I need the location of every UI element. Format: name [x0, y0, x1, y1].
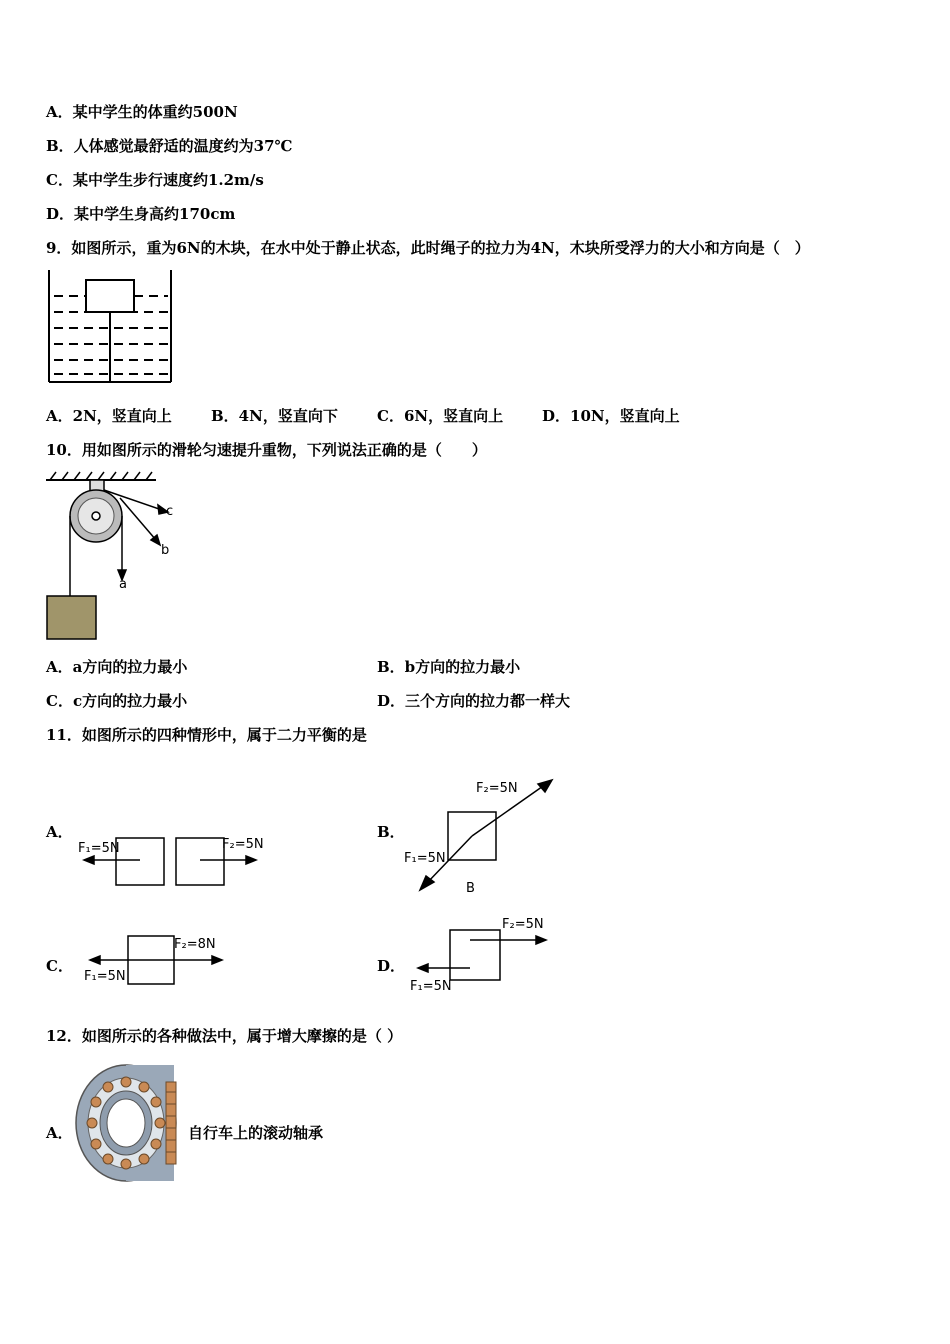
q8-option-c: C．某中学生步行速度约1.2m/s [46, 171, 264, 189]
q10-option-b: B．b方向的拉力最小 [377, 658, 521, 676]
q10-option-a: A．a方向的拉力最小 [46, 658, 188, 676]
q11-b-f1: F₁=5N [404, 851, 446, 866]
q12-stem: 12．如图所示的各种做法中，属于增大摩擦的是（ ） [46, 1027, 403, 1045]
q10-stem: 10．用如图所示的滑轮匀速提升重物，下列说法正确的是（ ） [46, 441, 487, 459]
q10-weight-block [47, 596, 96, 639]
q11-stem: 11．如图所示的四种情形中，属于二力平衡的是 [46, 726, 367, 744]
q11-d-f1: F₁=5N [410, 979, 452, 994]
q8-option-d: D．某中学生身高约170cm [46, 205, 236, 223]
q11-figure-b [398, 772, 558, 900]
q11-b-caption: B [466, 881, 475, 896]
q9-option-a: A．2N，竖直向上 [46, 407, 172, 425]
q9-option-b: B．4N，竖直向下 [211, 407, 338, 425]
q12-option-a-label: A． [46, 1124, 73, 1142]
q10-pulley-figure [44, 470, 194, 642]
q11-option-d-label: D． [377, 957, 406, 975]
q11-a-f2: F₂=5N [222, 837, 264, 852]
q11-option-a-label: A． [46, 823, 73, 841]
q10-label-a: a [119, 577, 127, 592]
q8-option-b: B．人体感觉最舒适的温度约为37℃ [46, 137, 293, 155]
q11-a-f1: F₁=5N [78, 841, 120, 856]
q10-option-d: D．三个方向的拉力都一样大 [377, 692, 571, 710]
q12-option-a-text: 自行车上的滚动轴承 [188, 1124, 324, 1142]
q11-figure-a [76, 830, 266, 892]
q10-option-c: C．c方向的拉力最小 [46, 692, 188, 710]
q11-c-f2: F₂=8N [174, 937, 216, 952]
bearing-image [74, 1060, 184, 1186]
q9-option-c: C．6N，竖直向上 [377, 407, 504, 425]
q11-figure-c [76, 928, 236, 994]
q9-wood-block [86, 280, 134, 312]
q11-option-b-label: B． [377, 823, 405, 841]
q9-figure [46, 268, 176, 386]
q10-label-b: b [161, 543, 170, 558]
q11-c-f1: F₁=5N [84, 969, 126, 984]
q11-option-c-label: C． [46, 957, 73, 975]
q11-d-f2: F₂=5N [502, 917, 544, 932]
q11-figure-d [410, 912, 560, 996]
q11-b-f2: F₂=5N [476, 781, 518, 796]
q10-label-c: c [166, 504, 174, 519]
q9-stem: 9．如图所示，重为6N的木块，在水中处于静止状态，此时绳子的拉力为4N，木块所受浮力的大小和方向是（ ） [46, 239, 810, 257]
q8-option-a: A．某中学生的体重约500N [46, 103, 238, 121]
q9-option-d: D．10N，竖直向上 [542, 407, 680, 425]
